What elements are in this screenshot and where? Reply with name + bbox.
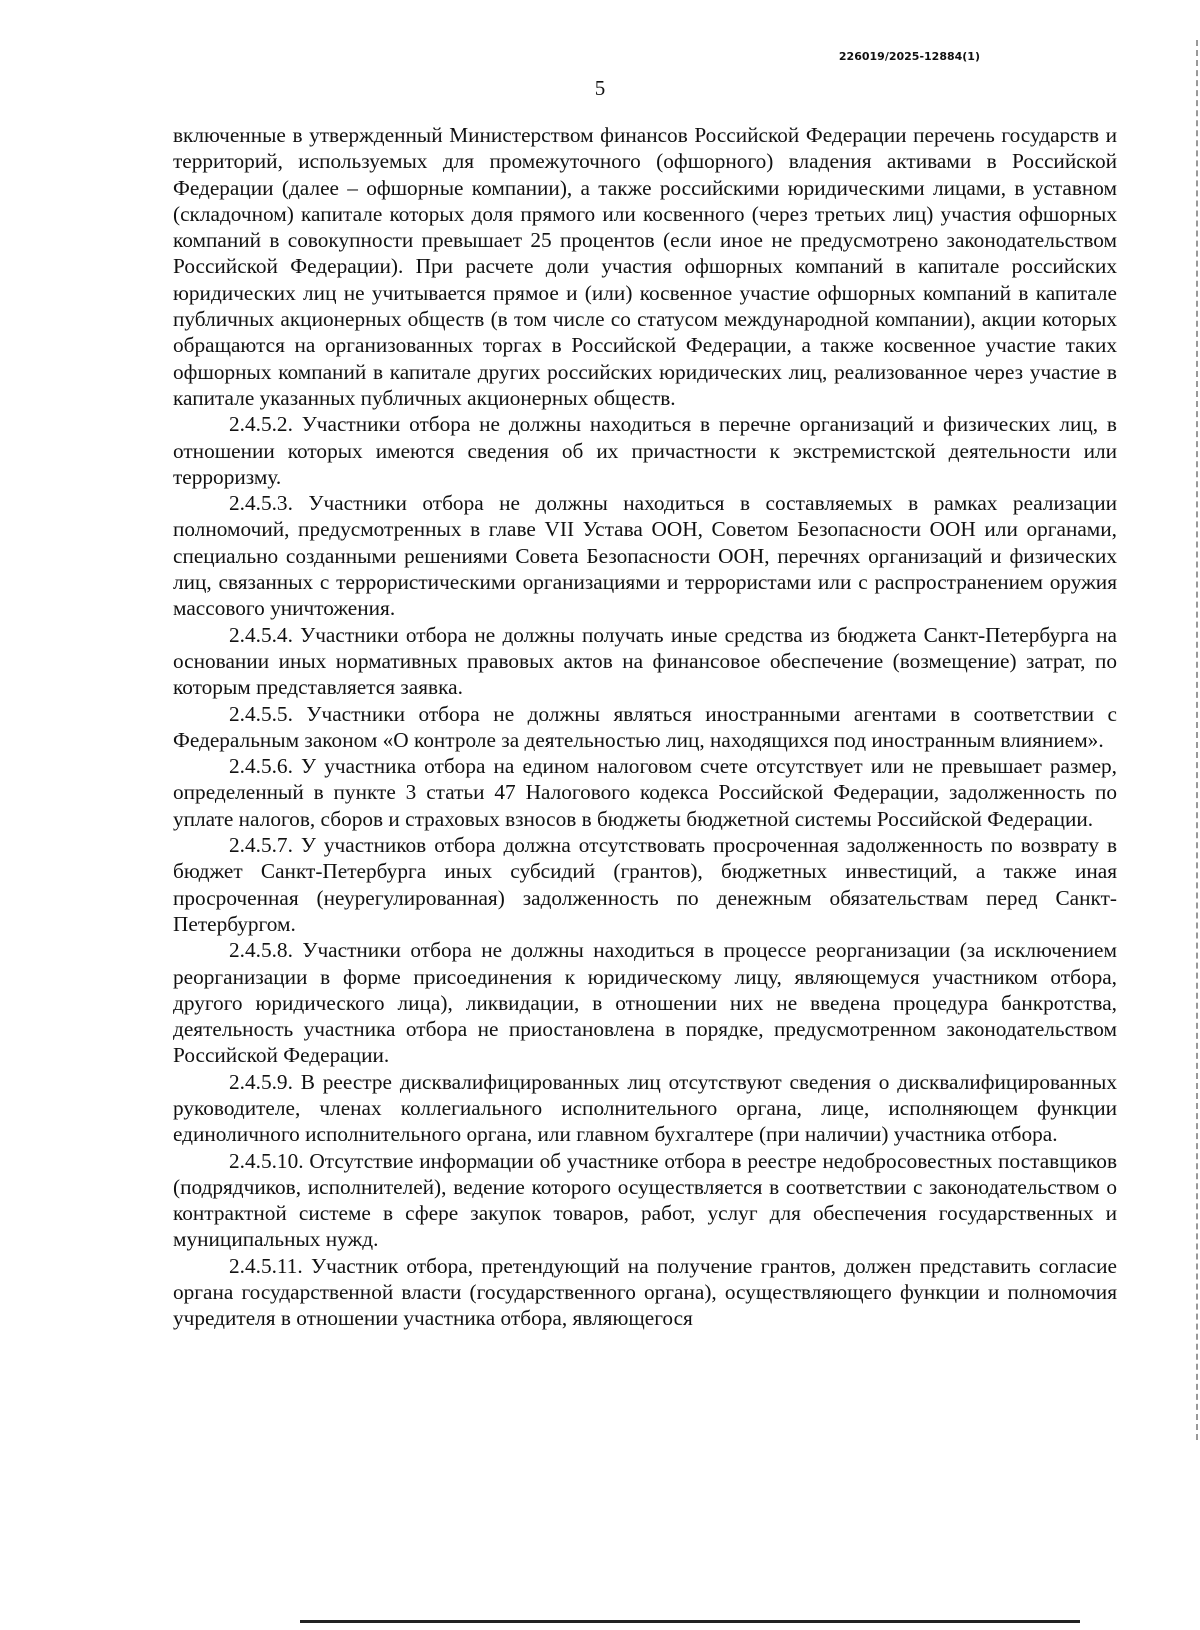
paragraph-2-4-5-11: 2.4.5.11. Участник отбора, претендующий на получение грантов, должен представить согласие органа государственной власти (государственного органа), осуществляющего функции и полномочия учредителя в отношении участника отбора, являющегося xyxy=(173,1253,1117,1331)
paragraph-2-4-5-3: 2.4.5.3. Участники отбора не должны находиться в составляемых в рамках реализации полномочий, предусмотренных в главе VII Устава ООН, Советом Безопасности ООН или органами, специально созданными решениями Совета Безопасности ООН, перечнях организаций и физических лиц, связанных с террористическими организациями и террористами или с распространением оружия массового уничтожения. xyxy=(173,491,1117,621)
paragraph-2-4-5-9: 2.4.5.9. В реестре дисквалифицированных лиц отсутствуют сведения о дисквалифицированных руководителе, членах коллегиального исполнительного органа, лице, исполняющем функции единоличного исполнительного органа, или главном бухгалтере (при наличии) участника отбора. xyxy=(173,1069,1117,1147)
document-registration-number: 226019/2025-12884(1) xyxy=(838,50,980,63)
document-body xyxy=(173,122,1117,1332)
paragraph-2-4-5-10: 2.4.5.10. Отсутствие информации об участнике отбора в реестре недобросовестных поставщиков (подрядчиков, исполнителей), ведение которого осуществляется в соответствии с законодательством о контрактной системе в сфере закупок товаров, работ, услуг для обеспечения государственных и муниципальных нужд. xyxy=(173,1148,1117,1252)
paragraph-2-4-5-5: 2.4.5.5. Участники отбора не должны являться иностранными агентами в соответствии с Федеральным законом «О контроле за деятельностью лиц, находящихся под иностранным влиянием». xyxy=(173,701,1117,752)
scan-bottom-edge xyxy=(300,1620,1080,1623)
paragraph-2-4-5-4: 2.4.5.4. Участники отбора не должны получать иные средства из бюджета Санкт-Петербурга на основании иных нормативных правовых актов на финансовое обеспечение (возмещение) затрат, по которым представляется заявка. xyxy=(173,622,1117,700)
page-number: 5 xyxy=(594,76,606,100)
scan-edge-mark xyxy=(1196,40,1200,1440)
paragraph-2-4-5-2: 2.4.5.2. Участники отбора не должны находиться в перечне организаций и физических лиц, в отношении которых имеются сведения об их причастности к экстремистской деятельности или терроризму. xyxy=(173,412,1117,489)
paragraph-2-4-5-6: 2.4.5.6. У участника отбора на едином налоговом счете отсутствует или не превышает размер, определенный в пункте 3 статьи 47 Налогового кодекса Российской Федерации, задолженность по уплате налогов, сборов и страховых взносов в бюджеты бюджетной системы Российской Федерации. xyxy=(173,754,1117,831)
paragraph-2-4-5-7: 2.4.5.7. У участников отбора должна отсутствовать просроченная задолженность по возврату в бюджет Санкт-Петербурга иных субсидий (грантов), бюджетных инвестиций, а также иная просроченная (неурегулированная) задолженность по денежным обязательствам перед Санкт-Петербургом. xyxy=(173,833,1117,936)
paragraph-2-4-5-8: 2.4.5.8. Участники отбора не должны находиться в процессе реорганизации (за исключением реорганизации в форме присоединения к юридическому лицу, являющемуся участником отбора, другого юридического лица), ликвидации, в отношении них не введена процедура банкротства, деятельность участника отбора не приостановлена в порядке, предусмотренном законодательством Российской Федерации. xyxy=(173,938,1117,1068)
paragraph-continuation: включенные в утвержденный Министерством финансов Российской Федерации перечень государств и территорий, используемых для промежуточного (офшорного) владения активами в Российской Федерации (далее – офшорные компании), а также российскими юридическими лицами, в уставном (складочном) капитале которых доля прямого или косвенного (через третьих лиц) участия офшорных компаний в совокупности превышает 25 процентов (если иное не предусмотрено законодательством Российской Федерации). При расчете доли участия офшорных компаний в капитале российских юридических лиц не учитывается прямое и (или) косвенное участие офшорных компаний в капитале публичных акционерных обществ (в том числе со статусом международной компании), акции которых обращаются на организованных торгах в Российской Федерации, а также косвенное участие таких офшорных компаний в капитале других российских юридических лиц, реализованное через участие в капитале указанных публичных акционерных обществ. xyxy=(173,123,1117,410)
